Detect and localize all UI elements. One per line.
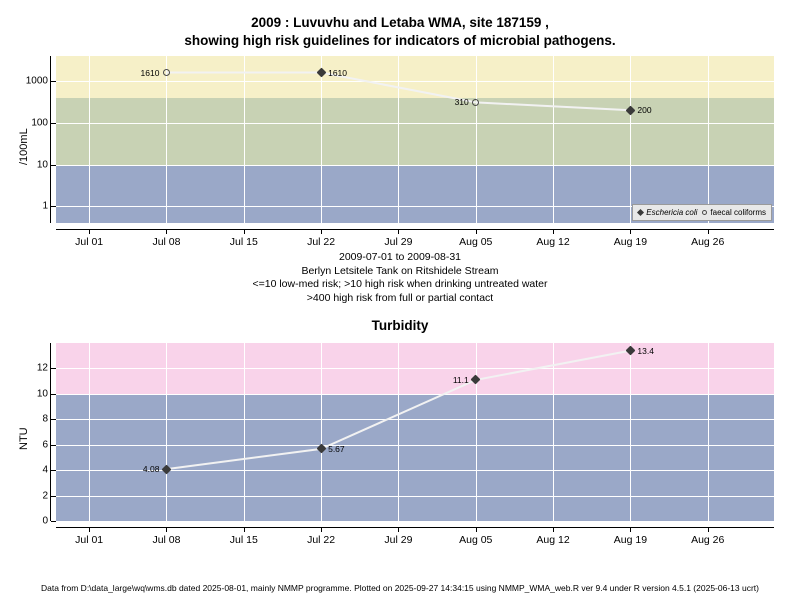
y-tick-label: 12 (36, 362, 48, 374)
y-tick-mark (51, 368, 56, 369)
x-tick-label: Aug 12 (536, 236, 570, 248)
plot1-caption (0, 251, 800, 305)
data-point-label: 200 (637, 105, 652, 116)
y-tick-label: 0 (42, 515, 48, 527)
y-tick-label: 10 (36, 388, 48, 400)
footer-note: Data from D:\data_large\wq\wms.db dated 2025-08-01, mainly NMMP programme. Plotted on 2025-09-27 14:34:15 using NMMP_WMA_web.R ver 9.4 under R version 4.5.1 (2025-06-13 ucrt) (41, 583, 759, 593)
data-point-label: 310 (454, 97, 469, 108)
y-tick-mark (51, 496, 56, 497)
x-tick-label: Jul 08 (152, 236, 181, 248)
y-tick-mark (51, 521, 56, 522)
data-point-label: 4.08 (142, 464, 160, 475)
caption1-guideline-drinking: <=10 low-med risk; >10 high risk when drinking untreated water (252, 278, 548, 290)
x-tick-label: Aug 26 (691, 236, 725, 248)
x-tick-label: Aug 19 (613, 534, 648, 546)
x-tick-label: Jul 01 (75, 534, 104, 546)
plot2-canvas (56, 343, 774, 521)
y-axis-line (50, 56, 51, 223)
data-point-label: 13.4 (637, 345, 654, 356)
x-tick-label: Jul 22 (307, 236, 336, 248)
page-title-line2: showing high risk guidelines for indicators of microbial pathogens. (184, 33, 616, 48)
x-tick-label: Jul 01 (75, 236, 104, 248)
legend-item-ecoli (638, 208, 697, 217)
page-title-line1: 2009 : Luvuvhu and Letaba WMA, site 187159 , (251, 15, 549, 30)
filled-diamond-icon (637, 209, 644, 216)
data-point-label: 5.67 (328, 443, 345, 454)
data-point-label: 1610 (140, 67, 160, 78)
x-tick-label: Aug 26 (691, 534, 725, 546)
data-point-label: 1610 (328, 67, 348, 78)
series-polyline (56, 56, 774, 223)
y-tick-mark (51, 206, 56, 207)
caption1-site: Berlyn Letsitele Tank on Ritshidele Stream (301, 264, 499, 277)
legend-item-faecal-coliforms (702, 208, 766, 217)
y-tick-label: 4 (42, 464, 48, 476)
y-tick-label: 1 (42, 200, 48, 212)
turbidity-title: Turbidity (371, 318, 429, 333)
plot1-legend (632, 204, 772, 221)
turbidity-plot (56, 343, 774, 521)
legend-label-ecoli: Eschericia coli (646, 208, 698, 217)
y-tick-mark (51, 165, 56, 166)
open-circle-icon (702, 210, 707, 215)
data-point-label: 11.1 (452, 374, 469, 385)
page-title (0, 14, 800, 50)
x-axis-line (56, 229, 774, 230)
x-tick-label: Jul 29 (384, 534, 413, 546)
x-tick-label: Aug 05 (459, 236, 493, 248)
x-tick-label: Jul 08 (152, 534, 181, 546)
microbial-plot (56, 56, 774, 223)
data-point (163, 69, 170, 76)
plot1-y-axis-title: /100mL (18, 128, 30, 165)
y-tick-label: 8 (42, 413, 48, 425)
y-tick-label: 6 (42, 439, 48, 451)
y-tick-label: 10 (36, 159, 48, 171)
x-tick-label: Jul 29 (384, 236, 413, 248)
x-tick-label: Jul 22 (307, 534, 336, 546)
plot1-canvas (56, 56, 774, 223)
x-axis-line (56, 527, 774, 528)
y-gridline (56, 521, 774, 522)
y-tick-mark (51, 445, 56, 446)
y-tick-label: 1000 (25, 75, 48, 87)
series-polyline (56, 343, 774, 521)
caption1-guideline-contact: >400 high risk from full or partial contact (306, 291, 494, 304)
y-tick-mark (51, 394, 56, 395)
x-tick-label: Aug 05 (459, 534, 493, 546)
x-tick-label: Aug 12 (536, 534, 570, 546)
y-axis-line (50, 343, 51, 521)
x-tick-label: Aug 19 (613, 236, 648, 248)
y-tick-label: 100 (31, 117, 48, 129)
legend-label-faecal-coliforms: faecal coliforms (710, 208, 766, 217)
y-tick-mark (51, 81, 56, 82)
x-tick-label: Jul 15 (229, 236, 258, 248)
plot2-y-axis-title: NTU (18, 427, 30, 450)
y-tick-mark (51, 419, 56, 420)
y-tick-mark (51, 470, 56, 471)
x-tick-label: Jul 15 (229, 534, 258, 546)
y-tick-mark (51, 123, 56, 124)
caption1-dates: 2009-07-01 to 2009-08-31 (338, 251, 461, 263)
y-tick-label: 2 (42, 490, 48, 502)
